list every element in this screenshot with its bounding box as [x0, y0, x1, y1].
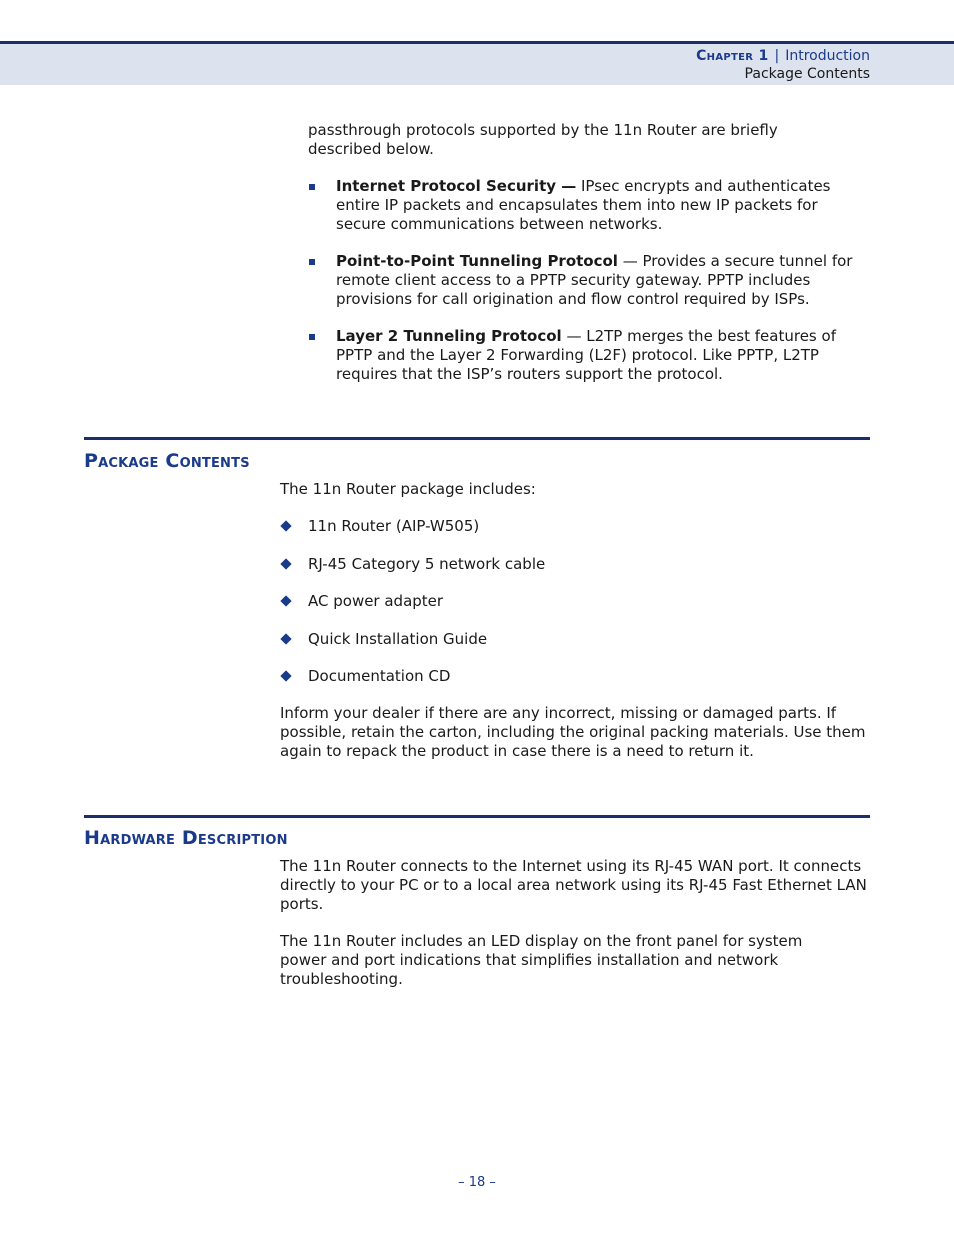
- header-chapter-title: Introduction: [785, 48, 870, 64]
- list-item: [308, 327, 868, 384]
- list-item: [280, 517, 870, 536]
- package-item: 11n Router (AIP-W505): [308, 517, 480, 535]
- protocol-desc: — Provides a secure tunnel for remote client access to a PPTP security gateway. PPTP includes provisions for call origination and flow control required by ISPs.: [336, 252, 853, 308]
- intro-paragraph: passthrough protocols supported by the 11n Router are briefly described below.: [308, 121, 778, 158]
- running-header: [0, 41, 954, 85]
- protocol-list: [308, 177, 868, 402]
- package-list: [280, 517, 870, 705]
- square-bullet-icon: [309, 184, 315, 190]
- diamond-bullet-icon: [280, 520, 291, 531]
- package-item: Quick Installation Guide: [308, 629, 488, 648]
- protocol-desc: — L2TP merges the best features of PPTP and the Layer 2 Forwarding (L2F) protocol. Like PPTP, L2TP requires that the ISP’s routers support the protocol.: [336, 327, 836, 383]
- hardware-paragraph: The 11n Router connects to the Internet using its RJ-45 WAN port. It connects directly to your PC or to a local area network using its RJ-45 Fast Ethernet LAN ports.: [280, 857, 867, 913]
- section-title-package-contents: Package Contents: [84, 450, 250, 472]
- diamond-bullet-icon: [280, 558, 291, 569]
- protocol-term: Layer 2 Tunneling Protocol: [336, 327, 562, 345]
- package-item: RJ-45 Category 5 network cable: [308, 554, 546, 573]
- diamond-bullet-icon: [280, 595, 291, 606]
- package-note: Inform your dealer if there are any incorrect, missing or damaged parts. If possible, retain the carton, including the original packing materials. Use them again to repack the product in case there is a need to return it.: [280, 704, 866, 760]
- list-item: [280, 555, 870, 574]
- header-separator: |: [774, 48, 780, 64]
- protocol-desc: IPsec encrypts and authenticates entire IP packets and encapsulates them into new IP packets for secure communications between networks.: [336, 177, 831, 233]
- protocol-term: Point-to-Point Tunneling Protocol: [336, 252, 618, 270]
- diamond-bullet-icon: [280, 670, 291, 681]
- square-bullet-icon: [309, 259, 315, 265]
- package-intro: The 11n Router package includes:: [280, 480, 536, 498]
- header-section: Package Contents: [744, 66, 870, 82]
- section-title-hardware-description: Hardware Description: [84, 827, 288, 849]
- hardware-paragraph: The 11n Router includes an LED display on the front panel for system power and port indications that simplifies installation and network troubleshooting.: [280, 932, 803, 988]
- list-item: [280, 592, 870, 611]
- header-text: [696, 47, 870, 83]
- list-item: [280, 630, 870, 649]
- package-item: Documentation CD: [308, 667, 451, 685]
- header-chapter: Chapter 1: [696, 48, 769, 64]
- square-bullet-icon: [309, 334, 315, 340]
- protocol-term: Internet Protocol Security —: [336, 177, 577, 195]
- section-divider: [84, 437, 870, 440]
- list-item: [280, 667, 870, 686]
- section-divider: [84, 815, 870, 818]
- list-item: [308, 177, 868, 234]
- page-number: – 18 –: [458, 1175, 496, 1190]
- list-item: [308, 252, 868, 309]
- diamond-bullet-icon: [280, 633, 291, 644]
- package-item: AC power adapter: [308, 592, 444, 610]
